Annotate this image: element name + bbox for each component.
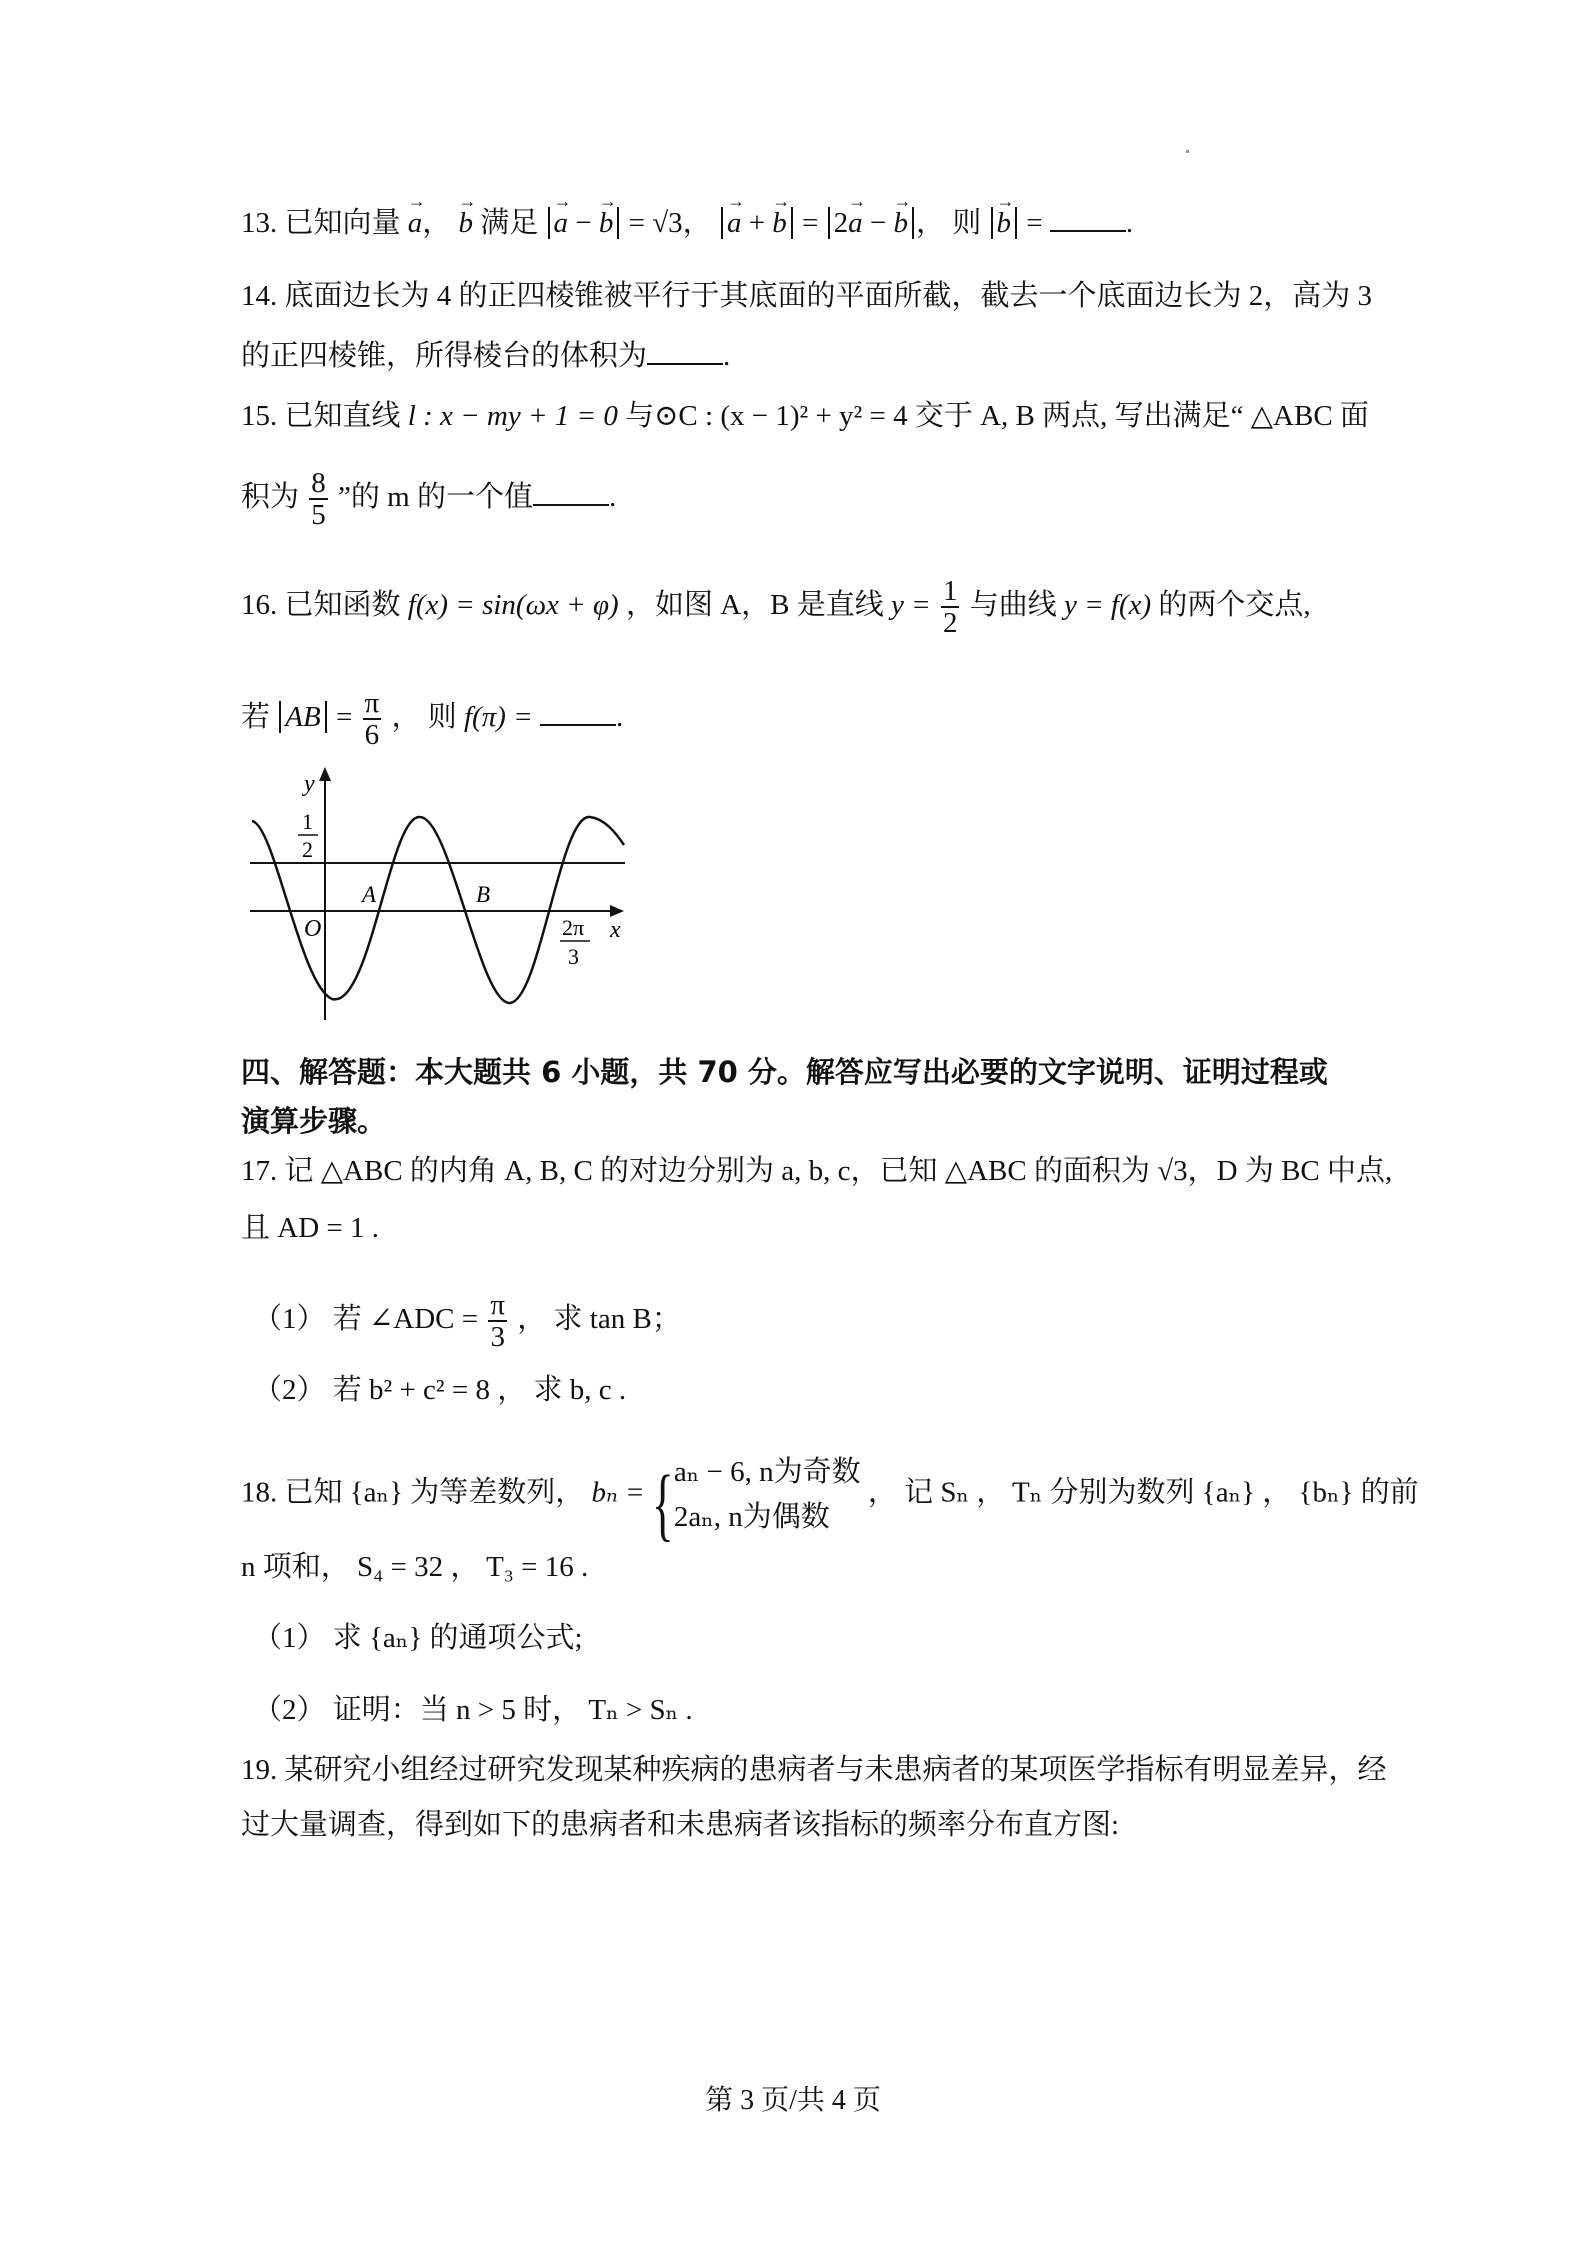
y-axis-arrow — [319, 767, 331, 781]
abs-2a-minus-b: 2→ a − → b — [828, 207, 914, 239]
p16-curve: y = f(x) — [1063, 589, 1152, 622]
problem-18-q1: （1） 求 {aₙ} 的通项公式; — [253, 1622, 583, 1654]
point-b-label: B — [476, 882, 491, 907]
half-numerator: 1 — [302, 809, 313, 834]
abs-b: → b — [991, 207, 1018, 239]
sine-graph-figure — [240, 765, 640, 1025]
p16-fpi: f(π) = — [463, 701, 533, 734]
problem-14-line2 — [241, 341, 730, 371]
p16-func: f(x) = sin(ωx + φ) — [407, 589, 619, 622]
problem-19-line2: 过大量调查，得到如下的患病者和未患病者该指标的频率分布直方图: — [241, 1809, 1120, 1841]
p15-l2-post: ”的 m 的一个值 — [338, 481, 533, 514]
x-axis-label: x — [610, 917, 621, 943]
p14-text: 的正四棱锥，所得棱台的体积为 — [241, 340, 648, 372]
p17-q1-pre: （1） 若 ∠ADC = — [253, 1303, 479, 1336]
problem-16-line2 — [241, 688, 623, 751]
point-a-label: A — [362, 882, 377, 907]
abs-a-minus-b: → a − → b — [548, 207, 620, 239]
p17-q1-post: ， 求 tan B； — [517, 1303, 681, 1336]
p13-mid: 满足 — [480, 207, 539, 239]
p13-end: . — [1125, 207, 1134, 239]
p18-post: ， 记 Sₙ ， Tₙ 分别为数列 {aₙ} ， {bₙ} 的前 — [867, 1476, 1419, 1509]
tick-denominator: 3 — [568, 944, 579, 969]
problem-17-line2: 且 AD = 1 . — [241, 1212, 379, 1244]
fraction-pi-3: $\frac{\pi}{3}$ — [490, 1289, 506, 1354]
answer-blank-13[interactable] — [1050, 208, 1126, 232]
abs-ab: AB — [279, 701, 326, 733]
p13-tail: ， 则 — [916, 207, 982, 239]
p16-l2-pre: 若 — [241, 701, 271, 734]
p13-eq1: = √3， — [628, 207, 712, 239]
p15-end: . — [608, 481, 617, 514]
case-odd: { aₙ − 6, n为奇数 — [673, 1456, 861, 1488]
p16-eq: = — [335, 701, 353, 734]
vector-a: → a — [408, 209, 423, 238]
problem-18-line1 — [241, 1450, 1419, 1540]
p15-mid: 与⊙C : (x − 1)² + y² = 4 交于 A, B 两点, 写出满足“ △ABC 面 — [625, 400, 1369, 432]
p15-l2-pre: 积为 — [241, 481, 300, 514]
p13-eq2: = — [802, 207, 819, 239]
problem-18-line2: n 项和， S₄ = 32 ， T₃ = 16 . — [241, 1551, 589, 1583]
p15-line-eq: l : x − my + 1 = 0 — [407, 400, 618, 432]
p16-mid: ，如图 A，B 是直线 — [625, 589, 884, 622]
problem-17-q2: （2） 若 b² + c² = 8 ， 求 b, c . — [253, 1374, 627, 1406]
p13-prefix: 13. 已知向量 — [241, 207, 401, 239]
answer-blank-14[interactable] — [647, 341, 723, 365]
p14-end: . — [723, 340, 731, 372]
p16-mid2: 与曲线 — [969, 589, 1057, 622]
problem-18-q2: （2） 证明：当 n > 5 时， Tₙ > Sₙ . — [253, 1694, 693, 1726]
abs-a-plus-b: → a + → b — [721, 207, 793, 239]
p16-tail: 的两个交点, — [1158, 589, 1311, 622]
answer-blank-15[interactable] — [533, 482, 609, 506]
p16-l2-mid: ， 则 — [391, 701, 457, 734]
p18-bn: bₙ = — [591, 1476, 645, 1509]
p16-yeq: y = — [891, 589, 931, 622]
case-even: 2aₙ, n为偶数 — [673, 1500, 830, 1533]
p18-prefix: 18. 已知 {aₙ} 为等差数列， — [241, 1476, 585, 1509]
page-footer: 第 3 页/共 4 页 — [705, 2085, 881, 2116]
p16-end: . — [615, 701, 624, 734]
p15-prefix: 15. 已知直线 — [241, 400, 401, 432]
y-axis-label: y — [304, 771, 315, 797]
answer-blank-16[interactable] — [540, 702, 616, 726]
scan-speck — [1186, 150, 1189, 153]
problem-15-line1 — [241, 402, 1369, 431]
fraction-1-2: $\frac{1}{2}$ — [942, 575, 958, 640]
p13-tail2: = — [1026, 207, 1043, 239]
section-4-heading-line1: 四、解答题：本大题共 6 小题，共 70 分。解答应写出必要的文字说明、证明过程或 — [241, 1055, 1328, 1089]
problem-14-line1: 14. 底面边长为 4 的正四棱锥被平行于其底面的平面所截，截去一个底面边长为 2，高为 3 — [241, 280, 1373, 312]
section-4-heading-line2: 演算步骤。 — [241, 1104, 387, 1138]
piecewise-definition — [652, 1450, 861, 1540]
vector-b: → b — [459, 209, 474, 238]
fraction-8-5: $\frac{8}{5}$ — [311, 467, 326, 532]
problem-17-q1 — [253, 1290, 681, 1353]
fraction-pi-6: $\frac{\pi}{6}$ — [364, 687, 380, 752]
problem-13 — [241, 208, 1133, 238]
problem-19-line1: 19. 某研究小组经过研究发现某种疾病的患病者与未患病者的某项医学指标有明显差异，经 — [241, 1754, 1387, 1786]
tick-numerator: 2π — [562, 915, 585, 940]
p13-sep: ， — [422, 207, 452, 239]
half-denominator: 2 — [302, 837, 313, 862]
problem-15-line2 — [241, 468, 616, 531]
problem-17-line1: 17. 记 △ABC 的内角 A, B, C 的对边分别为 a, b, c，已知 △ABC 的面积为 √3，D 为 BC 中点, — [241, 1155, 1393, 1187]
origin-label: O — [304, 916, 322, 942]
problem-16-line1 — [241, 576, 1311, 639]
p16-prefix: 16. 已知函数 — [241, 589, 401, 622]
x-axis-arrow — [610, 905, 624, 917]
